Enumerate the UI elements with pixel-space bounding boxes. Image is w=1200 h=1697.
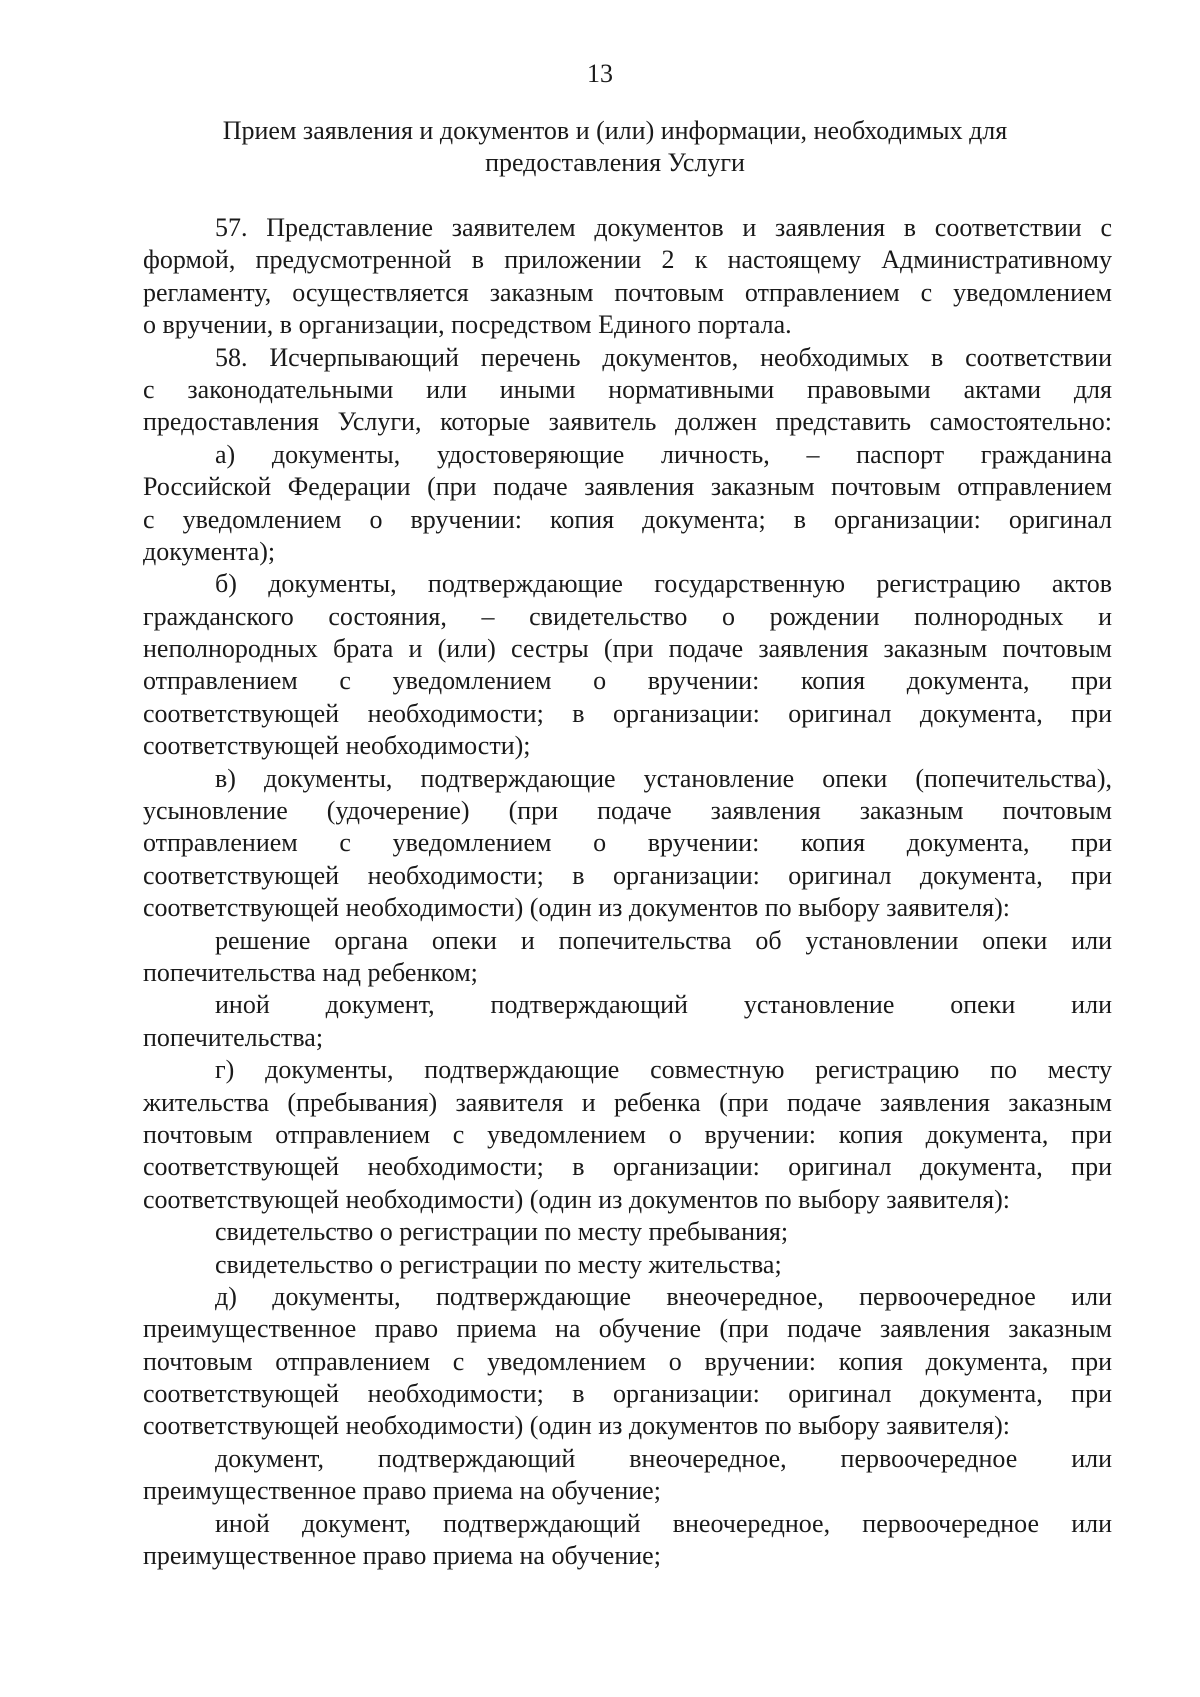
text-line: попечительства над ребенком; [143, 957, 478, 987]
text-line: свидетельство о регистрации по месту пребывания; [215, 1217, 789, 1247]
text-line: иной документ, подтверждающий внеочередное, первоочередное или [215, 1508, 1112, 1538]
text-line: иной документ, подтверждающий установление опеки или [215, 990, 1112, 1020]
text-line: свидетельство о регистрации по месту жительства; [215, 1249, 782, 1279]
text-line: попечительства; [143, 1022, 324, 1052]
text-line: жительства (пребывания) заявителя и ребенка (при подаче заявления заказным [143, 1087, 1112, 1117]
text-line: почтовым отправлением с уведомлением о вручении: копия документа, при [143, 1346, 1112, 1376]
text-line: соответствующей необходимости; в организации: оригинал документа, при [143, 1379, 1112, 1409]
section-heading [140, 115, 1090, 179]
text-line: преимущественное право приема на обучение; [143, 1541, 661, 1571]
text-line: отправлением с уведомлением о вручении: копия документа, при [143, 666, 1112, 696]
text-line: преимущественное право приема на обучение (при подаче заявления заказным [143, 1314, 1112, 1344]
text-line: б) документы, подтверждающие государственную регистрацию актов [215, 569, 1112, 599]
text-line: соответствующей необходимости; в организации: оригинал документа, при [143, 860, 1112, 890]
text-line: а) документы, удостоверяющие личность, – паспорт гражданина [215, 439, 1112, 469]
text-line: соответствующей необходимости); [143, 731, 531, 761]
text-line: Российской Федерации (при подаче заявления заказным почтовым отправлением [143, 472, 1112, 502]
text-line: д) документы, подтверждающие внеочередное, первоочередное или [215, 1281, 1112, 1311]
text-line: соответствующей необходимости; в организации: оригинал документа, при [143, 698, 1112, 728]
heading-line: предоставления Услуги [485, 148, 745, 177]
text-line: формой, предусмотренной в приложении 2 к настоящему Административному [143, 245, 1112, 275]
text-line: регламенту, осуществляется заказным почтовым отправлением с уведомлением [143, 277, 1112, 307]
text-line: предоставления Услуги, которые заявитель должен представить самостоятельно: [143, 407, 1112, 437]
text-line: 57. Представление заявителем документов и заявления в соответствии с [215, 213, 1112, 242]
text-line: гражданского состояния, – свидетельство о рождении полнородных и [143, 601, 1112, 631]
text-line: документ, подтверждающий внеочередное, первоочередное или [215, 1443, 1112, 1473]
text-line: соответствующей необходимости) (один из документов по выбору заявителя): [143, 1411, 1010, 1441]
text-line: почтовым отправлением с уведомлением о вручении: копия документа, при [143, 1119, 1112, 1149]
text-line: с уведомлением о вручении: копия документа; в организации: оригинал [143, 504, 1112, 534]
text-line: неполнородных брата и (или) сестры (при подаче заявления заказным почтовым [143, 634, 1112, 664]
text-line: соответствующей необходимости) (один из документов по выбору заявителя): [143, 1184, 1010, 1214]
text-line: в) документы, подтверждающие установление опеки (попечительства), [215, 763, 1112, 793]
text-line: с законодательными или иными нормативными правовыми актами для [143, 374, 1112, 404]
text-line: соответствующей необходимости; в организации: оригинал документа, при [143, 1152, 1112, 1182]
page-number: 13 [587, 59, 613, 88]
text-line: отправлением с уведомлением о вручении: копия документа, при [143, 828, 1112, 858]
text-line: документа); [143, 536, 276, 566]
text-line: 58. Исчерпывающий перечень документов, необходимых в соответствии [215, 342, 1112, 372]
text-line: решение органа опеки и попечительства об установлении опеки или [215, 925, 1112, 955]
document-body [143, 212, 1112, 1572]
text-line: г) документы, подтверждающие совместную регистрацию по месту [215, 1055, 1112, 1085]
heading-line: Прием заявления и документов и (или) информации, необходимых для [222, 116, 1008, 145]
text-line: преимущественное право приема на обучение; [143, 1476, 661, 1506]
text-line: о вручении, в организации, посредством Единого портала. [143, 310, 792, 340]
text-line: усыновление (удочерение) (при подаче заявления заказным почтовым [143, 796, 1112, 826]
text-line: соответствующей необходимости) (один из документов по выбору заявителя): [143, 893, 1010, 923]
